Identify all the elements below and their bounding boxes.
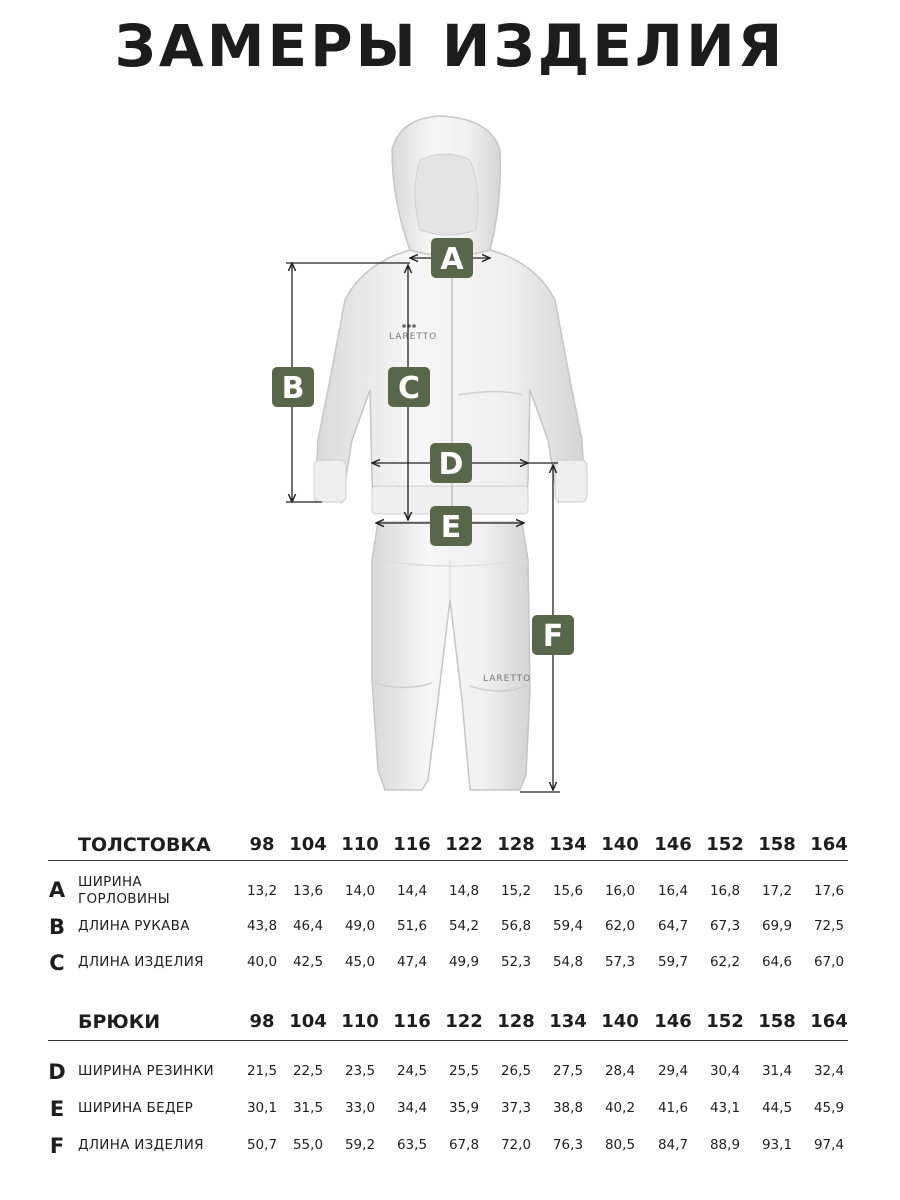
table-cell: 88,9 xyxy=(709,1137,741,1153)
table-cell: 43,8 xyxy=(246,918,278,934)
table-cell: 21,5 xyxy=(246,1063,278,1079)
size-header: 164 xyxy=(810,1011,848,1032)
size-header: 128 xyxy=(497,834,535,855)
size-header: 128 xyxy=(497,1011,535,1032)
row-label: ШИРИНА РЕЗИНКИ xyxy=(78,1063,214,1079)
size-header: 116 xyxy=(393,834,431,855)
table-row xyxy=(0,915,900,958)
table-cell: 14,4 xyxy=(396,883,428,899)
table-cell: 43,1 xyxy=(709,1100,741,1116)
table-cell: 33,0 xyxy=(344,1100,376,1116)
table-cell: 42,5 xyxy=(292,954,324,970)
row-letter: F xyxy=(49,1134,65,1158)
size-header: 134 xyxy=(549,834,587,855)
table-cell: 26,5 xyxy=(500,1063,532,1079)
table-cell: 41,6 xyxy=(657,1100,689,1116)
table-cell: 52,3 xyxy=(500,954,532,970)
table-cell: 40,0 xyxy=(246,954,278,970)
table-cell: 84,7 xyxy=(657,1137,689,1153)
pants-brand-logo: LARETTO xyxy=(483,674,532,684)
size-header: 140 xyxy=(601,834,639,855)
size-header: 158 xyxy=(758,834,796,855)
table-cell: 67,0 xyxy=(813,954,845,970)
svg-text:C: C xyxy=(397,371,421,406)
table-cell: 59,7 xyxy=(657,954,689,970)
svg-text:E: E xyxy=(440,510,462,545)
table-cell: 63,5 xyxy=(396,1137,428,1153)
row-label: ДЛИНА РУКАВА xyxy=(78,918,190,934)
size-header: 134 xyxy=(549,1011,587,1032)
row-label: ДЛИНА ИЗДЕЛИЯ xyxy=(78,1137,204,1153)
hoodie-section-title: ТОЛСТОВКА xyxy=(78,834,211,856)
size-header: 110 xyxy=(341,1011,379,1032)
row-letter: B xyxy=(48,915,65,939)
table-cell: 51,6 xyxy=(396,918,428,934)
size-header: 110 xyxy=(341,834,379,855)
table-cell: 62,2 xyxy=(709,954,741,970)
table-cell: 30,4 xyxy=(709,1063,741,1079)
jacket-brand-logo: LARETTO xyxy=(389,332,438,342)
size-header: 152 xyxy=(706,1011,744,1032)
badge-e xyxy=(430,506,472,546)
row-letter: E xyxy=(49,1097,65,1121)
table-cell: 29,4 xyxy=(657,1063,689,1079)
badge-b xyxy=(272,367,314,407)
table-cell: 80,5 xyxy=(604,1137,636,1153)
row-letter: C xyxy=(49,951,65,975)
table-cell: 15,2 xyxy=(500,883,532,899)
table-row xyxy=(0,1134,900,1177)
table-cell: 16,8 xyxy=(709,883,741,899)
size-header: 98 xyxy=(249,1011,275,1032)
svg-text:A: A xyxy=(440,242,464,277)
table-cell: 31,4 xyxy=(761,1063,793,1079)
size-header: 158 xyxy=(758,1011,796,1032)
table-cell: 45,9 xyxy=(813,1100,845,1116)
table-cell: 59,2 xyxy=(344,1137,376,1153)
badge-c xyxy=(388,367,430,407)
pants-shape xyxy=(372,522,530,790)
pants-section-title: БРЮКИ xyxy=(78,1011,161,1033)
table-cell: 40,2 xyxy=(604,1100,636,1116)
size-header: 146 xyxy=(654,1011,692,1032)
svg-text:D: D xyxy=(438,447,464,482)
table-cell: 16,4 xyxy=(657,883,689,899)
size-header: 98 xyxy=(249,834,275,855)
table-row xyxy=(0,874,900,914)
badge-d xyxy=(430,443,472,483)
row-letter: A xyxy=(48,878,66,902)
size-header: 122 xyxy=(445,834,483,855)
table-cell: 54,8 xyxy=(552,954,584,970)
svg-text:B: B xyxy=(281,371,305,406)
table-cell: 67,3 xyxy=(709,918,741,934)
size-header: 164 xyxy=(810,834,848,855)
page-title: ЗАМЕРЫ ИЗДЕЛИЯ xyxy=(114,12,786,80)
table-cell: 54,2 xyxy=(448,918,480,934)
badge-f xyxy=(532,615,574,655)
table-cell: 55,0 xyxy=(292,1137,324,1153)
table-cell: 62,0 xyxy=(604,918,636,934)
row-label: ДЛИНА ИЗДЕЛИЯ xyxy=(78,954,204,970)
table-cell: 72,0 xyxy=(500,1137,532,1153)
table-cell: 69,9 xyxy=(761,918,793,934)
size-header: 152 xyxy=(706,834,744,855)
table-cell: 35,9 xyxy=(448,1100,480,1116)
table-cell: 57,3 xyxy=(604,954,636,970)
table-cell: 23,5 xyxy=(344,1063,376,1079)
table-cell: 59,4 xyxy=(552,918,584,934)
table-cell: 47,4 xyxy=(396,954,428,970)
table-cell: 67,8 xyxy=(448,1137,480,1153)
size-header: 116 xyxy=(393,1011,431,1032)
table-cell: 22,5 xyxy=(292,1063,324,1079)
table-cell: 15,6 xyxy=(552,883,584,899)
table-cell: 49,0 xyxy=(344,918,376,934)
table-cell: 17,6 xyxy=(813,883,845,899)
table-cell: 30,1 xyxy=(246,1100,278,1116)
svg-text:F: F xyxy=(542,619,564,654)
table-cell: 97,4 xyxy=(813,1137,845,1153)
pants-header-divider xyxy=(48,1040,848,1041)
table-cell: 27,5 xyxy=(552,1063,584,1079)
table-cell: 38,8 xyxy=(552,1100,584,1116)
table-cell: 14,0 xyxy=(344,883,376,899)
size-header: 140 xyxy=(601,1011,639,1032)
row-label: ШИРИНА БЕДЕР xyxy=(78,1100,194,1116)
table-row xyxy=(0,1097,900,1140)
table-cell: 34,4 xyxy=(396,1100,428,1116)
table-cell: 17,2 xyxy=(761,883,793,899)
table-cell: 14,8 xyxy=(448,883,480,899)
size-header: 104 xyxy=(289,1011,327,1032)
table-cell: 72,5 xyxy=(813,918,845,934)
table-cell: 13,6 xyxy=(292,883,324,899)
table-cell: 44,5 xyxy=(761,1100,793,1116)
table-cell: 25,5 xyxy=(448,1063,480,1079)
table-cell: 50,7 xyxy=(246,1137,278,1153)
table-cell: 64,7 xyxy=(657,918,689,934)
table-cell: 31,5 xyxy=(292,1100,324,1116)
table-cell: 46,4 xyxy=(292,918,324,934)
size-header: 146 xyxy=(654,834,692,855)
table-cell: 56,8 xyxy=(500,918,532,934)
table-cell: 64,6 xyxy=(761,954,793,970)
table-cell: 24,5 xyxy=(396,1063,428,1079)
table-cell: 76,3 xyxy=(552,1137,584,1153)
hoodie-header-divider xyxy=(48,860,848,861)
table-row xyxy=(0,951,900,994)
size-header: 104 xyxy=(289,834,327,855)
table-cell: 45,0 xyxy=(344,954,376,970)
table-cell: 16,0 xyxy=(604,883,636,899)
table-cell: 93,1 xyxy=(761,1137,793,1153)
row-letter: D xyxy=(48,1060,66,1084)
table-cell: 13,2 xyxy=(246,883,278,899)
table-cell: 49,9 xyxy=(448,954,480,970)
row-label: ШИРИНА ГОРЛОВИНЫ xyxy=(78,874,170,907)
table-cell: 37,3 xyxy=(500,1100,532,1116)
table-row xyxy=(0,1060,900,1103)
table-cell: 32,4 xyxy=(813,1063,845,1079)
badge-a xyxy=(431,238,473,278)
size-header: 122 xyxy=(445,1011,483,1032)
table-cell: 28,4 xyxy=(604,1063,636,1079)
